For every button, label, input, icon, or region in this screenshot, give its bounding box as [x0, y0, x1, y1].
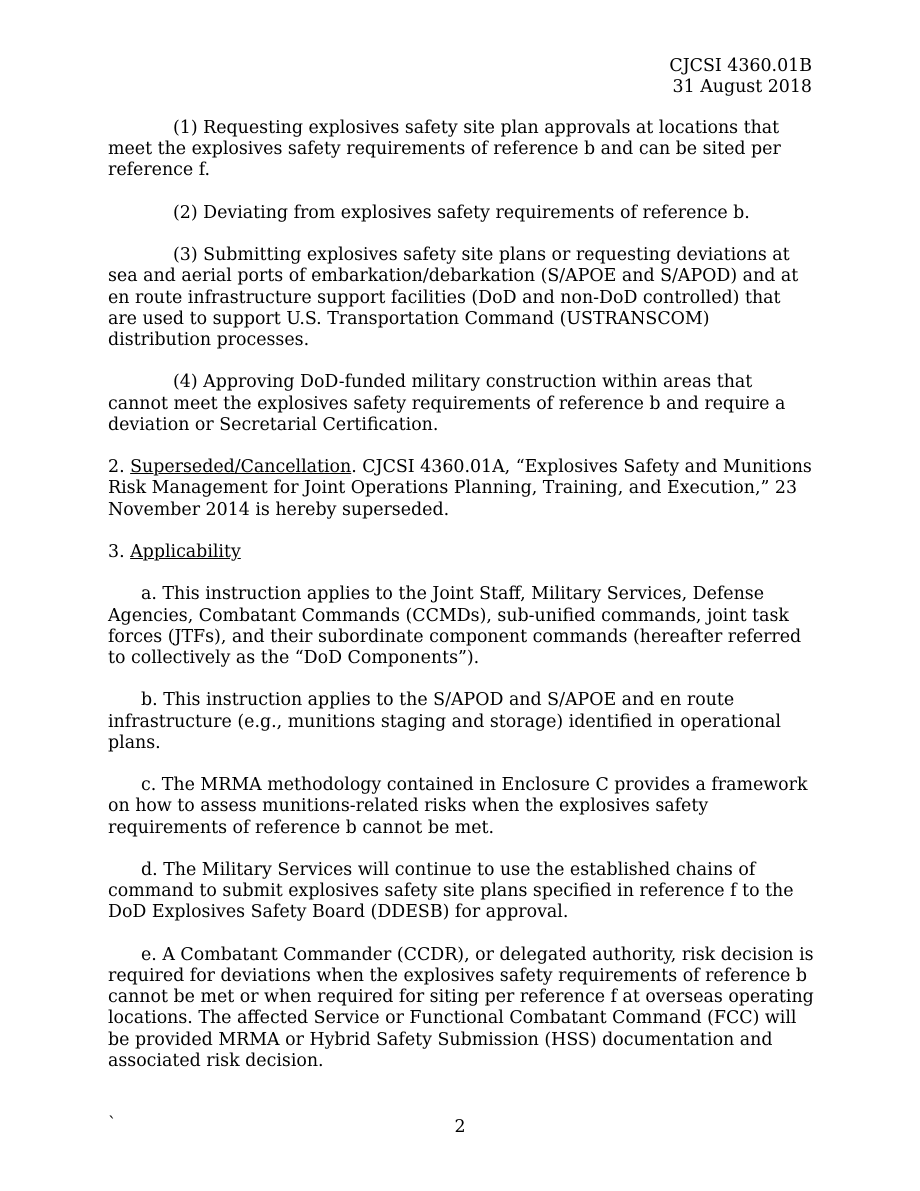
subparagraph-4: (4) Approving DoD-funded military construction within areas that cannot meet the explosives safety requirements of reference b and require a deviation or Secretarial Certification. — [108, 372, 786, 435]
section-3-heading: Applicability — [130, 541, 241, 562]
applicability-item-e: e. A Combatant Commander (CCDR), or delegated authority, risk decision is required for deviations when the explosives safety requirements of reference b cannot be met or when required for siting per reference f at overseas operating locations. The affected Service or Functional Combatant Command (FCC) will be provided MRMA or Hybrid Safety Submission (HSS) documentation and associated risk decision. — [108, 944, 814, 1071]
subparagraph-1: (1) Requesting explosives safety site plan approvals at locations that meet the explosives safety requirements of reference b and can be sited per reference f. — [108, 118, 781, 181]
section-2-text: . CJCSI 4360.01A, “Explosives Safety and Munitions Risk Management for Joint Operations Planning, Training, and Execution,” 23 November 2014 is hereby superseded. — [108, 457, 812, 520]
section-2-heading: Superseded/Cancellation — [130, 457, 352, 478]
footer-mark: ` — [108, 1114, 117, 1134]
page-number: 2 — [454, 1117, 466, 1137]
applicability-item-d: d. The Military Services will continue to use the established chains of command to submit explosives safety site plans specified in reference f to the DoD Explosives Safety Board (DDESB) for approval. — [108, 859, 794, 923]
subparagraph-2: (2) Deviating from explosives safety requirements of reference b. — [173, 202, 750, 223]
document-number: CJCSI 4360.01B — [669, 56, 812, 76]
section-3-number: 3. — [108, 541, 131, 562]
applicability-item-a: a. This instruction applies to the Joint Staff, Military Services, Defense Agencies, Combatant Commands (CCMDs), sub-unified commands, joint task forces (JTFs), and their subordinate component commands (hereafter referred to collectively as the “DoD Components”). — [108, 584, 802, 668]
document-header — [669, 56, 812, 98]
document-body — [108, 118, 814, 1093]
document-date: 31 August 2018 — [672, 77, 812, 97]
applicability-item-b: b. This instruction applies to the S/APOD and S/APOE and en route infrastructure (e.g., munitions staging and storage) identified in operational plans. — [108, 690, 781, 753]
section-2-superseded — [108, 457, 814, 521]
applicability-item-c: c. The MRMA methodology contained in Enclosure C provides a framework on how to assess munitions-related risks when the explosives safety requirements of reference b cannot be met. — [108, 775, 808, 838]
subparagraph-3: (3) Submitting explosives safety site plans or requesting deviations at sea and aerial ports of embarkation/debarkation (S/APOE and S/APOD) and at en route infrastructure support facilities (DoD and non-DoD controlled) that are used to support U.S. Transportation Command (USTRANSCOM) distribution processes. — [108, 245, 799, 350]
section-2-number: 2. — [108, 457, 131, 478]
section-3-applicability — [108, 542, 814, 563]
